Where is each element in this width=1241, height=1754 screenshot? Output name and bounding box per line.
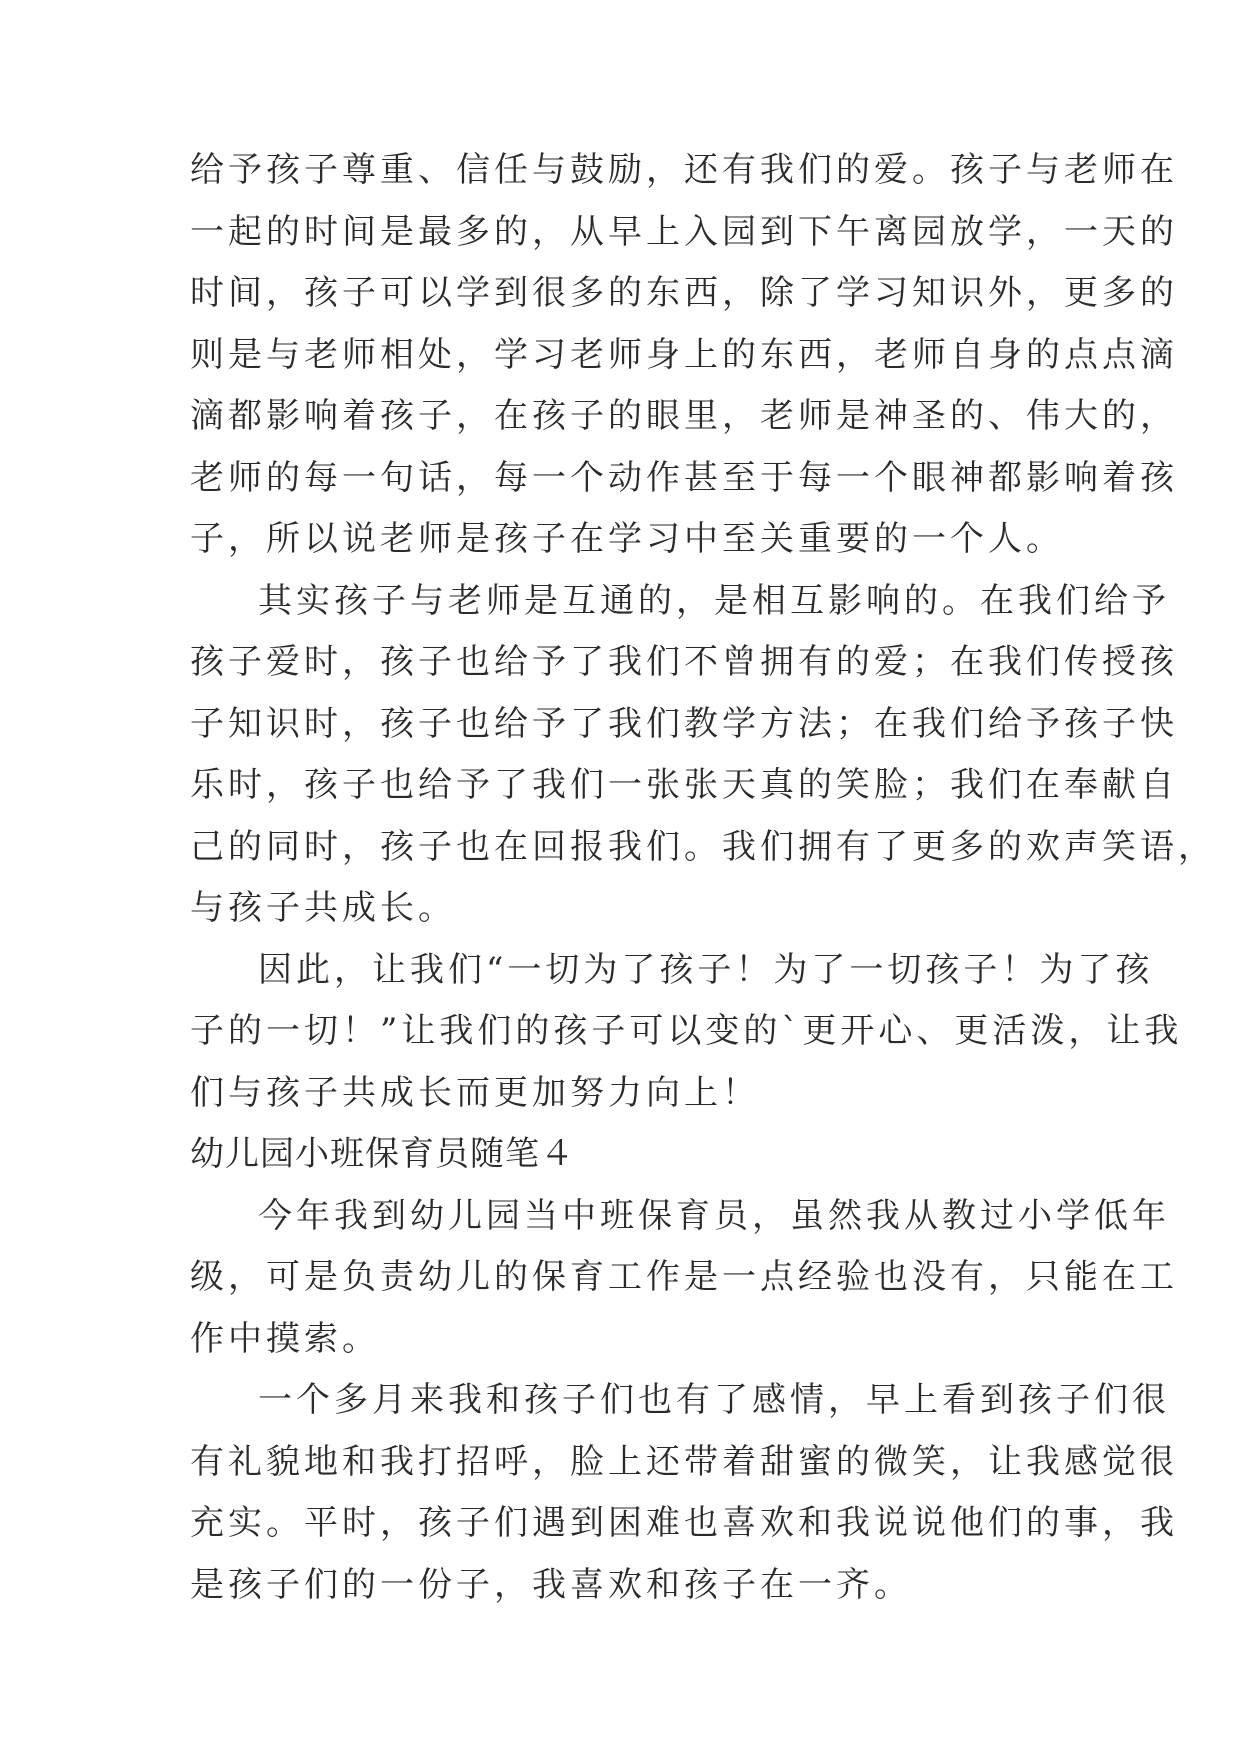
text-line: 们与孩子共成长而更加努力向上！: [190, 1072, 760, 1113]
text-line: 是孩子们的一份子，我喜欢和孩子在一齐。: [190, 1564, 912, 1605]
text-line: 一起的时间是最多的，从早上入园到下午离园放学，一天的: [190, 211, 1178, 252]
text-line: 今年我到幼儿园当中班保育员，虽然我从教过小学低年: [258, 1195, 1170, 1236]
text-line: 作中摸索。: [190, 1318, 380, 1359]
text-line: 一个多月来我和孩子们也有了感情，早上看到孩子们很: [258, 1380, 1170, 1420]
text-line: 与孩子共成长。: [190, 888, 456, 928]
text-line: 己的同时，孩子也在回报我们。我们拥有了更多的欢声笑语，: [190, 826, 1216, 867]
text-line: 级，可是负责幼儿的保育工作是一点经验也没有，只能在工: [190, 1257, 1178, 1297]
text-line: 给予孩子尊重、信任与鼓励，还有我们的爱。孩子与老师在: [190, 150, 1178, 190]
text-line: 则是与老师相处，学习老师身上的东西，老师自身的点点滴: [190, 334, 1178, 375]
text-line: 时间，孩子可以学到很多的东西，除了学习知识外，更多的: [190, 273, 1178, 313]
text-line: 滴都影响着孩子，在孩子的眼里，老师是神圣的、伟大的，: [190, 396, 1178, 436]
text-line: 因此，让我们“一切为了孩子！为了一切孩子！为了孩: [258, 949, 1154, 990]
text-line: 子的一切！”让我们的孩子可以变的`更开心、更活泼，让我: [190, 1011, 1183, 1051]
document-body: [190, 140, 1216, 1616]
text-line: 充实。平时，孩子们遇到困难也喜欢和我说说他们的事，我: [190, 1503, 1178, 1543]
text-line: 其实孩子与老师是互通的，是相互影响的。在我们给予: [258, 580, 1170, 621]
text-line: 子，所以说老师是孩子在学习中至关重要的一个人。: [190, 519, 1064, 559]
section-heading: 幼儿园小班保育员随笔４: [190, 1134, 575, 1174]
text-line: 乐时，孩子也给予了我们一张张天真的笑脸；我们在奉献自: [190, 765, 1178, 805]
text-line: 孩子爱时，孩子也给予了我们不曾拥有的爱；在我们传授孩: [190, 642, 1178, 682]
text-line: 有礼貌地和我打招呼，脸上还带着甜蜜的微笑，让我感觉很: [190, 1441, 1178, 1482]
text-line: 子知识时，孩子也给予了我们教学方法；在我们给予孩子快: [190, 703, 1178, 744]
text-line: 老师的每一句话，每一个动作甚至于每一个眼神都影响着孩: [190, 457, 1178, 498]
